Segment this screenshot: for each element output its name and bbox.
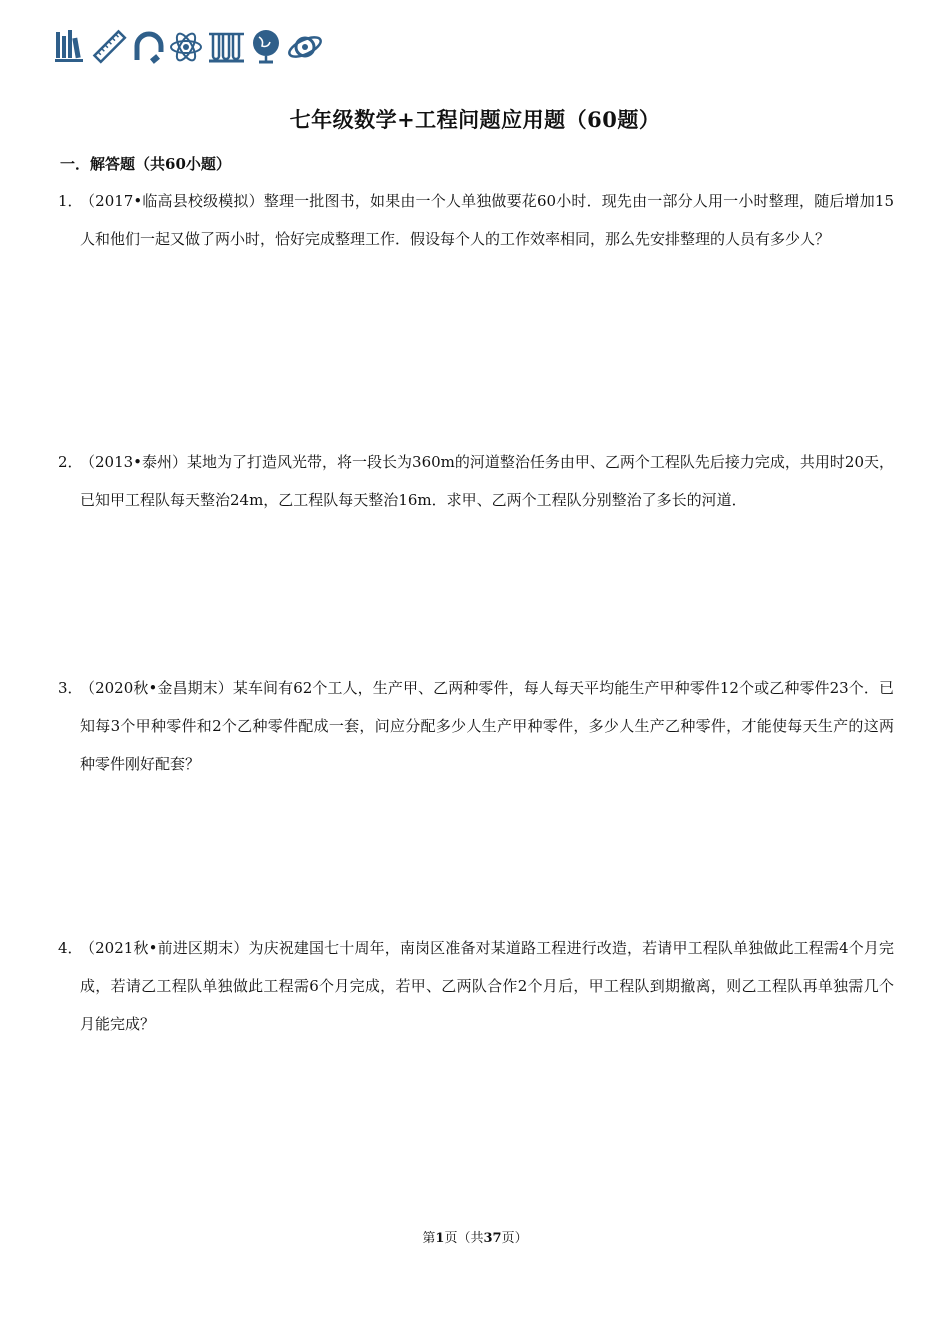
question-text: （2013•泰州）某地为了打造风光带，将一段长为360m的河道整治任务由甲、乙两个工程队先后接力完成，共用时20天，已知甲工程队每天整治24m，乙工程队每天整治16m．求甲、乙两个工程队分别整治了多长的河道． xyxy=(80,453,894,509)
planet-icon xyxy=(287,33,324,60)
magnet-icon xyxy=(137,34,161,64)
question-4 xyxy=(58,929,894,1043)
footer-middle: 页（共 xyxy=(444,1231,484,1246)
question-text: （2020秋•金昌期末）某车间有62个工人，生产甲、乙两种零件，每人每天平均能生产甲种零件12个或乙种零件23个．已知每3个甲种零件和2个乙种零件配成一套，问应分配多少人生产甲种零件，多少人生产乙种零件，才能使每天生产的这两种零件刚好配套？ xyxy=(80,679,894,773)
document-title: 七年级数学+工程问题应用题（60题） xyxy=(289,107,661,132)
question-text: （2017•临高县校级模拟）整理一批图书，如果由一个人单独做要花60小时．现先由一部分人用一小时整理，随后增加15人和他们一起又做了两小时，恰好完成整理工作．假设每个人的工作效率相同，那么先安排整理的人员有多少人？ xyxy=(80,192,894,248)
total-pages-number: 37 xyxy=(483,1231,502,1246)
ruler-icon xyxy=(94,31,124,61)
current-page-number: 1 xyxy=(435,1231,445,1246)
atom-icon xyxy=(171,31,201,63)
page-footer xyxy=(0,1227,950,1246)
question-1 xyxy=(58,182,894,258)
question-3 xyxy=(58,669,894,783)
footer-suffix: 页） xyxy=(501,1231,528,1246)
question-text: （2021秋•前进区期末）为庆祝建国七十周年，南岗区准备对某道路工程进行改造，若请甲工程队单独做此工程需4个月完成，若请乙工程队单独做此工程需6个月完成，若甲、乙两队合作2个月后，甲工程队到期撤离，则乙工程队再单独需几个月能完成？ xyxy=(80,939,894,1033)
section-heading: 一．解答题（共60小题） xyxy=(60,155,231,173)
question-2 xyxy=(58,443,894,519)
header-logo-strip xyxy=(55,28,325,66)
question-number: 3． xyxy=(58,679,83,697)
globe-icon xyxy=(253,30,279,62)
question-number: 1． xyxy=(58,192,83,210)
footer-prefix: 第 xyxy=(422,1231,436,1246)
question-number: 4． xyxy=(58,939,83,957)
question-number: 2． xyxy=(58,453,83,471)
test-tubes-icon xyxy=(209,34,244,61)
books-icon xyxy=(55,30,83,62)
